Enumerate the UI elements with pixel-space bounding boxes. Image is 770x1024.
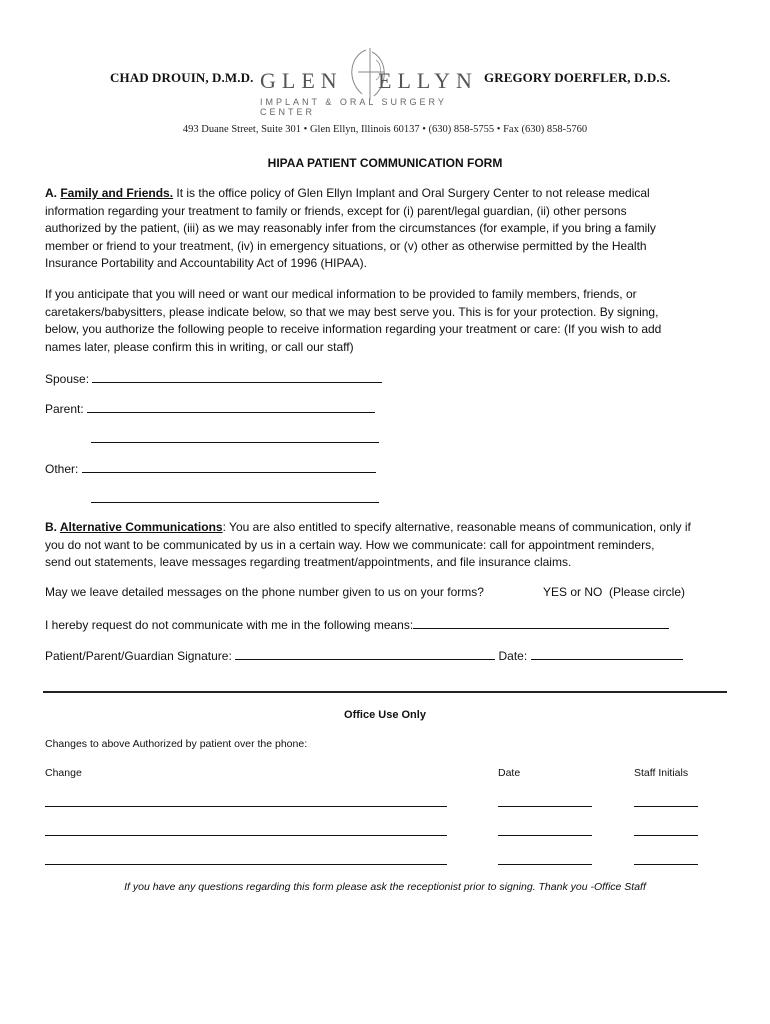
signature-field[interactable]: [235, 647, 495, 660]
staff-initials-field[interactable]: [634, 864, 698, 865]
section-a-line: information regarding your treatment to family or friends, except for (i) parent/legal guardian, (ii) other persons: [45, 203, 627, 218]
section-b-line: send out statements, leave messages regarding treatment/appointments, and file insurance claims.: [45, 555, 572, 569]
section-a-line: It is the office policy of Glen Ellyn Implant and Oral Surgery Center to not release medical: [173, 186, 650, 200]
authorization-line: below, you authorize the following people to receive information regarding your treatment or care: (If you wish to add: [45, 322, 662, 336]
section-b-line: you do not want to be communicated by us in a certain way. How we communicate: call for appointment reminders,: [45, 537, 655, 552]
change-date-field[interactable]: [498, 835, 592, 836]
change-field[interactable]: [45, 806, 447, 807]
right-doctor-name: GREGORY DOERFLER, D.D.S.: [484, 70, 671, 85]
section-b-paragraph: [45, 519, 745, 572]
logo-word-ellyn: ELLYN: [378, 68, 478, 93]
column-staff-initials: Staff Initials: [634, 767, 689, 779]
section-a-line: authorized by the patient, (iii) as we may reasonably infer from the circumstances (for example, if you bring a family: [45, 221, 656, 235]
please-circle-note: (Please circle): [609, 585, 686, 599]
staff-initials-field[interactable]: [634, 835, 698, 836]
request-field[interactable]: [413, 616, 669, 629]
changes-note: Changes to above Authorized by patient over the phone:: [45, 738, 308, 750]
message-question: May we leave detailed messages on the phone number given to us on your forms?: [45, 585, 484, 599]
date-label: Date:: [498, 649, 528, 663]
section-b-line: : You are also entitled to specify alternative, reasonable means of communication, only if: [222, 520, 691, 534]
change-date-field[interactable]: [498, 806, 592, 807]
section-a-line: member or friend to your treatment, (iv) in emergency situations, or (v) other as otherwise permitted by the Health: [45, 238, 647, 253]
practice-logo: [258, 42, 480, 117]
section-divider: [43, 691, 727, 693]
other-field[interactable]: [82, 460, 376, 473]
change-field[interactable]: [45, 864, 447, 865]
request-row: [45, 616, 669, 632]
authorization-line: If you anticipate that you will need or want our medical information to be provided to family members, friends, or: [45, 287, 637, 301]
section-b-heading: Alternative Communications: [59, 520, 223, 534]
change-date-field[interactable]: [498, 864, 592, 865]
section-a-paragraph: [45, 185, 745, 273]
parent-label: Parent:: [45, 402, 84, 416]
parent-row-2: [91, 430, 379, 446]
parent-field[interactable]: [87, 400, 375, 413]
spouse-label: Spouse:: [45, 372, 90, 386]
section-a-heading: Family and Friends.: [60, 186, 174, 200]
request-label: I hereby request do not communicate with me in the following means:: [45, 618, 414, 632]
footer-note: If you have any questions regarding this form please ask the receptionist prior to signing. Thank you -Office Staff: [124, 881, 646, 893]
office-use-title: Office Use Only: [344, 709, 426, 721]
section-a-prefix: A.: [45, 186, 61, 200]
spouse-row: [45, 370, 382, 386]
other-field-2[interactable]: [91, 490, 379, 503]
left-doctor-name: CHAD DROUIN, D.M.D.: [110, 70, 254, 85]
logo-subtitle: IMPLANT & ORAL SURGERY CENTER: [260, 97, 447, 117]
practice-address: 493 Duane Street, Suite 301 • Glen Ellyn, Illinois 60137 • (630) 858-5755 • Fax (630) 858-5760: [182, 124, 588, 135]
authorization-paragraph: [45, 286, 745, 356]
form-title: HIPAA PATIENT COMMUNICATION FORM: [267, 156, 503, 170]
section-a-line: Insurance Portability and Accountability Act of 1996 (HIPAA).: [45, 256, 367, 270]
logo-word-glen: GLEN: [260, 68, 343, 93]
yes-no-choice[interactable]: YES or NO: [543, 585, 603, 599]
other-row: [45, 460, 376, 476]
parent-field-2[interactable]: [91, 430, 379, 443]
change-field[interactable]: [45, 835, 447, 836]
section-b-prefix: B.: [45, 520, 60, 534]
staff-initials-field[interactable]: [634, 806, 698, 807]
parent-row: [45, 400, 375, 416]
authorization-line: names later, please confirm this in writing, or call our staff): [45, 339, 354, 354]
column-change: Change: [45, 767, 82, 779]
signature-label: Patient/Parent/Guardian Signature:: [45, 649, 232, 663]
signature-row: [45, 647, 683, 663]
other-row-2: [91, 490, 379, 506]
spouse-field[interactable]: [92, 370, 382, 383]
signature-date-field[interactable]: [531, 647, 683, 660]
column-date: Date: [498, 767, 521, 779]
authorization-line: caretakers/babysitters, please indicate below, so that we may best serve you. This is for your protection. By signing,: [45, 304, 659, 319]
other-label: Other:: [45, 462, 79, 476]
